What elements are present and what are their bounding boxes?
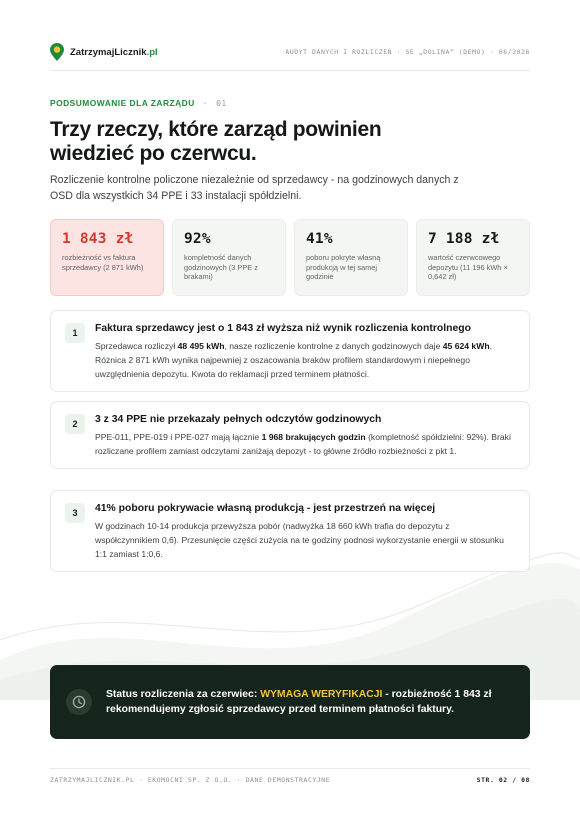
finding-title: Faktura sprzedawcy jest o 1 843 zł wyższa niż wynik rozliczenia kontrolnego xyxy=(95,323,471,334)
report-meta: AUDYT DANYCH I ROZLICZEŃ · SE „DOLINA” (DEMO) · 06/2026 xyxy=(285,48,530,56)
finding-card-3 xyxy=(50,490,530,572)
finding-body: W godzinach 10-14 produkcja przewyższa pobór (nadwyżka 18 660 kWh trafia do depozytu z współczynnikiem 0,6). Przesunięcie części zużycia na te godziny podnosi wykorzystanie energii w stosunku 1:1 zamiast 1:0,6. xyxy=(95,521,504,559)
brand-pin-logo-icon xyxy=(50,43,64,61)
page-title: Trzy rzeczy, które zarząd powinien wiedzieć po czerwcu. xyxy=(50,118,382,165)
finding-body: PPE-011, PPE-019 i PPE-027 mają łącznie 1 968 brakujących godzin (kompletność spółdzielni: 92%). Braki rozliczane profilem zamiast odczytami zaniżają depozyt - to główne źródło rozbieżności z pkt 1. xyxy=(95,432,511,456)
clock-icon xyxy=(66,689,92,715)
finding-title: 41% poboru pokrywacie własną produkcją - jest przestrzeń na więcej xyxy=(95,503,436,514)
finding-card-1 xyxy=(50,310,530,392)
kpi-card-deposit xyxy=(416,219,530,296)
status-banner xyxy=(50,665,530,739)
brand-name: ZatrzymajLicznik.pl xyxy=(70,46,158,58)
finding-body: Sprzedawca rozliczył 48 495 kWh, nasze rozliczenie kontrolne z danych godzinowych daje 45 624 kWh. Różnica 2 871 kWh wynika najpewniej z oszacowania braków profilem standardowym i niepełnego uwzględnienia depozytu. Kwota do reklamacji przed terminem płatności. xyxy=(95,341,492,379)
page-header xyxy=(50,40,530,64)
kpi-description: rozbieżność vs faktura sprzedawcy (2 871 kWh) xyxy=(62,253,144,272)
header-divider xyxy=(50,70,530,71)
kpi-description: kompletność danych godzinowych (3 PPE z brakami) xyxy=(184,253,258,282)
page-footer xyxy=(50,776,530,784)
section-label-text: PODSUMOWANIE DLA ZARZĄDU xyxy=(50,98,195,108)
kpi-card-completeness xyxy=(172,219,286,296)
kpi-row xyxy=(50,219,530,296)
section-label xyxy=(50,98,227,108)
finding-number-badge: 3 xyxy=(65,503,85,523)
status-highlight: WYMAGA WERYFIKACJI xyxy=(260,688,383,700)
finding-card-2 xyxy=(50,401,530,469)
kpi-value: 1 843 zł xyxy=(62,231,134,247)
kpi-description: wartość czerwcowego depozytu (11 196 kWh × 0,642 zł) xyxy=(428,253,508,282)
kpi-value: 7 188 zł xyxy=(428,231,500,247)
kpi-value: 41% xyxy=(306,231,333,247)
section-number: 01 xyxy=(216,98,227,108)
kpi-description: poboru pokryte własną produkcją w tej samej godzinie xyxy=(306,253,381,282)
kpi-value: 92% xyxy=(184,231,211,247)
brand[interactable] xyxy=(50,43,158,61)
finding-number-badge: 1 xyxy=(65,323,85,343)
kpi-card-self-coverage xyxy=(294,219,408,296)
footer-divider xyxy=(50,768,530,769)
finding-number-badge: 2 xyxy=(65,414,85,434)
kpi-card-discrepancy xyxy=(50,219,164,296)
footer-left: ZATRZYMAJLICZNIK.PL · EKOMOCNI SP. Z O.O. · DANE DEMONSTRACYJNE xyxy=(50,776,331,784)
lead-paragraph: Rozliczenie kontrolne policzone niezależnie od sprzedawcy - na godzinowych danych z OSD dla wszystkich 34 PPE i 33 instalacji spółdzielni. xyxy=(50,174,459,202)
page-number: STR. 02 / 08 xyxy=(476,776,530,784)
status-text: Status rozliczenia za czerwiec: WYMAGA WERYFIKACJI - rozbieżność 1 843 zł rekomendujemy zgłosić sprzedawcy przed terminem płatności faktury. xyxy=(106,688,492,715)
section-separator: · xyxy=(202,98,209,108)
finding-title: 3 z 34 PPE nie przekazały pełnych odczytów godzinowych xyxy=(95,414,382,425)
